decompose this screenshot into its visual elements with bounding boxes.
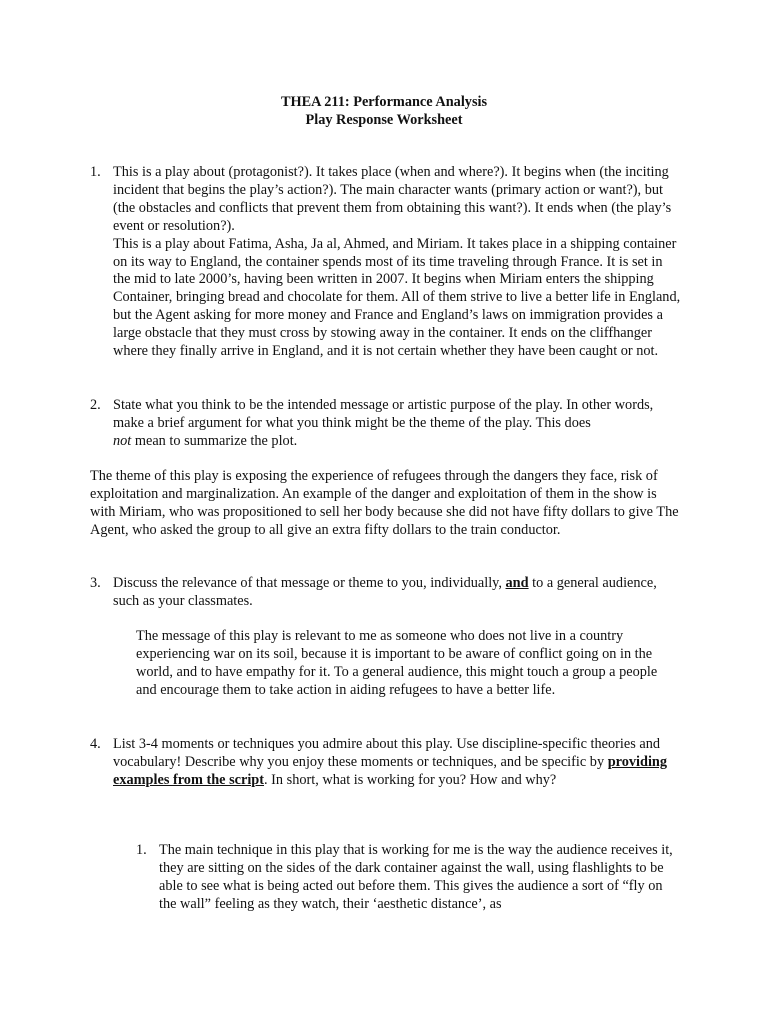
worksheet-title: Play Response Worksheet — [305, 111, 463, 128]
prompt-text: to a general audience, such as your classmates. — [113, 575, 657, 609]
question-4 — [90, 736, 682, 790]
emphasis-text: not — [113, 432, 132, 449]
prompt-text: mean to summarize the plot. — [131, 432, 298, 449]
answer-text: This is a play about Fatima, Asha, Ja al, Ahmed, and Miriam. It takes place in a shipping container on its way to England, the container spends most of its time traveling through France. It is set in the mid to late 2000’s, having been written in 2007. It begins when Miriam enters the shipping Container, bringing bread and chocolate for them. All of them strive to live a better life in England, but the Agent asking for more money and France and England’s laws on immigration provides a large obstacle that they must cross by stowing away in the container. It ends on the cliffhanger where they finally arrive in England, and it is not certain whether they have been caught or not. — [113, 235, 681, 360]
question-3 — [90, 575, 682, 611]
emphasis-text: and — [505, 575, 529, 591]
prompt-text: . In short, what is working for you? How and why? — [264, 771, 557, 788]
answer-text: The main technique in this play that is working for me is the way the audience receives it, they are sitting on the sides of the dark container against the wall, using flashlights to be able to see what is being acted out before them. This gives the audience a sort of “fly on the wall” feeling as they watch, their ‘aesthetic distance’, as — [159, 842, 673, 912]
prompt-text: State what you think to be the intended message or artistic purpose of the play. In other words, make a brief argument for what you think might be the theme of the play. This does — [113, 397, 654, 431]
question-number: 3. — [90, 575, 101, 591]
worksheet-header — [90, 94, 678, 130]
sub-answer-number: 1. — [136, 842, 147, 858]
sub-answer-1 — [136, 842, 682, 914]
course-title: THEA 211: Performance Analysis — [280, 94, 488, 110]
answer-text: The message of this play is relevant to me as someone who does not live in a country experiencing war on its soil, because it is important to be aware of conflict going on in the world, and to have empathy for it. To a general audience, this might touch a group a people and encourage them to take action in aiding refugees to have a better life. — [136, 628, 658, 698]
prompt-text: Discuss the relevance of that message or theme to you, individually, — [113, 575, 506, 591]
question-prompt — [113, 736, 682, 790]
question-prompt: This is a play about (protagonist?). It takes place (when and where?). It begins when (the inciting incident that begins the play’s action?). The main character wants (primary action or want?), but (the obstacles and conflicts that prevent them from obtaining this want?). It ends when (the play’s event or resolution?). — [113, 164, 672, 234]
question-1 — [90, 164, 682, 361]
prompt-text: List 3-4 moments or techniques you admire about this play. Use discipline-specific theories and vocabulary! Describe why you enjoy these moments or techniques, and be specific by — [113, 736, 660, 770]
question-number: 4. — [90, 736, 101, 752]
question-2 — [90, 397, 682, 451]
question-prompt — [113, 397, 682, 451]
question-prompt — [113, 575, 682, 611]
emphasis-text: providing examples from the script — [113, 753, 668, 788]
question-number: 2. — [90, 397, 101, 413]
question-number: 1. — [90, 164, 101, 180]
answer-text: The theme of this play is exposing the experience of refugees through the dangers they face, risk of exploitation and marginalization. An example of the danger and exploitation of them in the show is with Miriam, who was propositioned to sell her body because she did not have fifty dollars to give The Agent, who asked the group to all give an extra fifty dollars to the train conductor. — [90, 468, 679, 538]
